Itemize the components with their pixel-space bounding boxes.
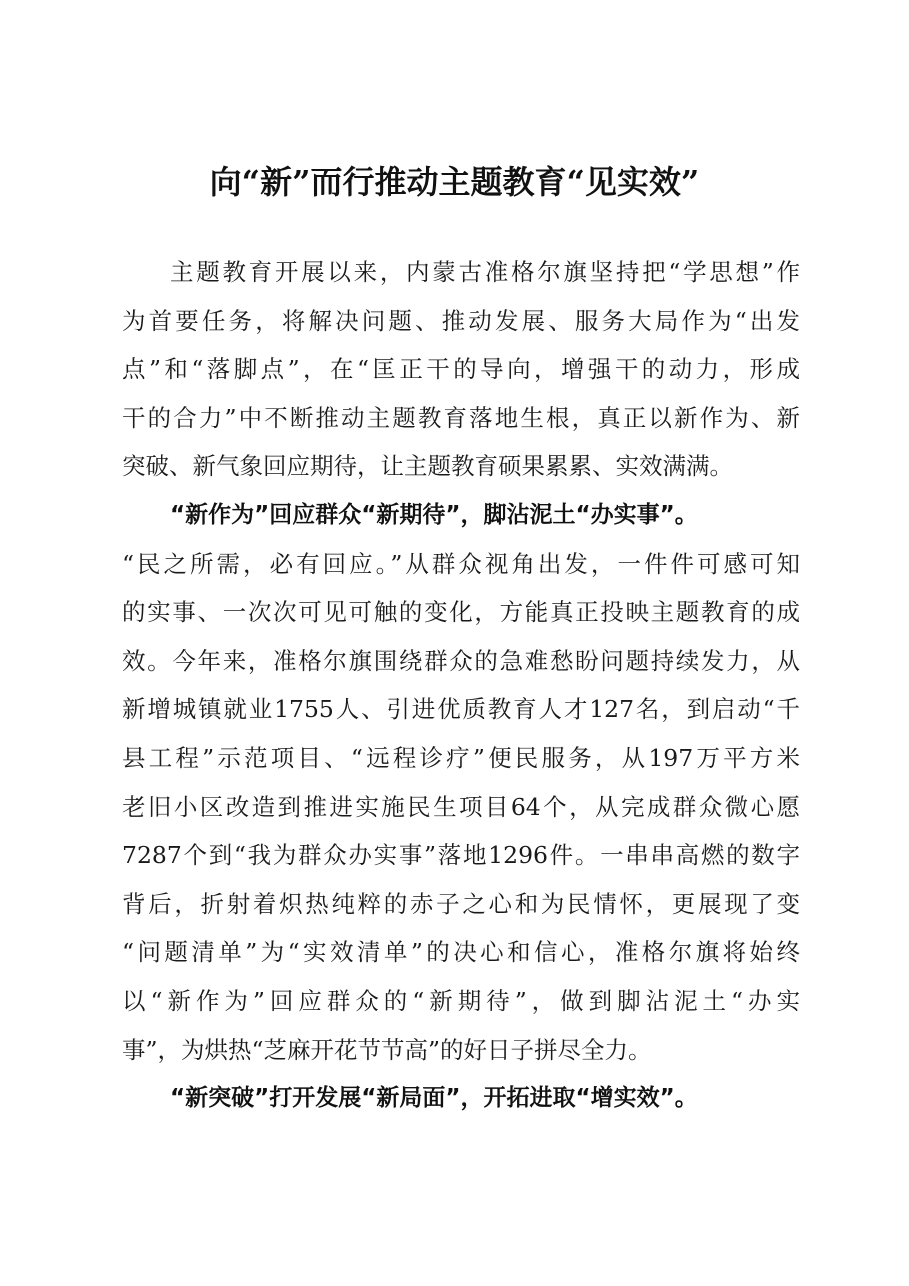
- text-line: 为首要任务，将解决问题、推动发展、服务大局作为“出发: [122, 306, 800, 335]
- text-line: 事”，为烘热“芝麻开花节节高”的好日子拼尽全力。: [122, 1035, 652, 1064]
- text-line: 背后，折射着炽热纯粹的赤子之心和为民情怀，更展现了变: [122, 889, 800, 918]
- text-line: “民之所需，必有回应。”从群众视角出发，一件件可感可知: [122, 549, 800, 578]
- section-heading: “新作为”回应群众“新期待”，脚沾泥土“办实事”。: [170, 501, 698, 528]
- text-line: 老旧小区改造到推进实施民生项目64个，从完成群众微心愿: [122, 792, 800, 821]
- document-body: [122, 248, 800, 1123]
- text-line: 县工程”示范项目、“远程诊疗”便民服务，从197万平方米: [122, 743, 800, 772]
- text-line: 以“新作为”回应群众的“新期待”，做到脚沾泥土“办实: [122, 986, 800, 1015]
- text-line: 干的合力”中不断推动主题教育落地生根，真正以新作为、新: [122, 403, 800, 432]
- text-line: 效。今年来，准格尔旗围绕群众的急难愁盼问题持续发力，从: [122, 646, 800, 675]
- paragraph-new-achievements: [122, 540, 800, 1075]
- section-heading: “新突破”打开发展“新局面”，开拓进取“增实效”。: [170, 1085, 698, 1112]
- text-line: “问题清单”为“实效清单”的决心和信心，准格尔旗将始终: [122, 938, 800, 967]
- text-line: 7287个到“我为群众办实事”落地1296件。一串串高燃的数字: [122, 841, 800, 870]
- document-title: 向“新”而行推动主题教育“见实效”: [209, 163, 700, 201]
- text-line: 点”和“落脚点”，在“匡正干的导向，增强干的动力，形成: [122, 355, 800, 384]
- text-line: 主题教育开展以来，内蒙古准格尔旗坚持把“学思想”作: [170, 258, 800, 286]
- text-line: 新增城镇就业1755人、引进优质教育人才127名，到启动“千: [122, 695, 800, 724]
- paragraph-intro: [122, 248, 800, 491]
- text-line: 的实事、一次次可见可触的变化，方能真正投映主题教育的成: [122, 598, 800, 627]
- text-line: 突破、新气象回应期待，让主题教育硕果累累、实效满满。: [122, 452, 733, 481]
